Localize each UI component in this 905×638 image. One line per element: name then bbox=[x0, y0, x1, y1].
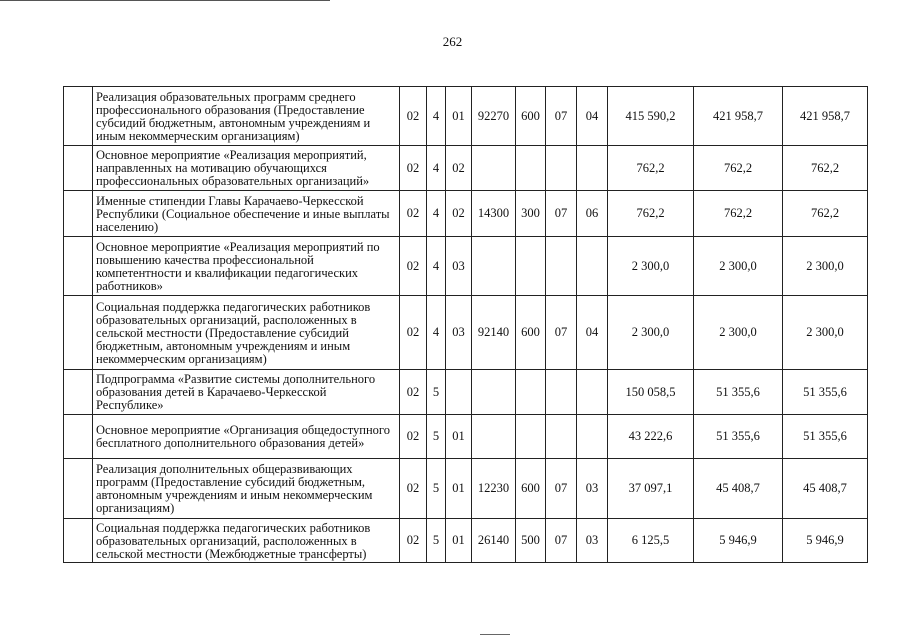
code-event: 02 bbox=[446, 146, 472, 191]
code-event: 01 bbox=[446, 459, 472, 519]
code-expense-type: 300 bbox=[516, 191, 546, 237]
index-cell bbox=[64, 519, 93, 563]
amount-year-1: 415 590,2 bbox=[608, 87, 694, 146]
code-section: 07 bbox=[546, 296, 577, 370]
code-subsection: 04 bbox=[577, 296, 608, 370]
index-cell bbox=[64, 370, 93, 415]
table-row bbox=[64, 519, 868, 563]
amount-year-3: 45 408,7 bbox=[783, 459, 868, 519]
code-event: 01 bbox=[446, 519, 472, 563]
code-subprogram: 4 bbox=[427, 87, 446, 146]
amount-year-1: 6 125,5 bbox=[608, 519, 694, 563]
code-section: 07 bbox=[546, 87, 577, 146]
code-program: 02 bbox=[400, 87, 427, 146]
code-subsection: 04 bbox=[577, 87, 608, 146]
code-program: 02 bbox=[400, 519, 427, 563]
amount-year-1: 2 300,0 bbox=[608, 237, 694, 296]
code-direction: 92270 bbox=[472, 87, 516, 146]
code-section bbox=[546, 237, 577, 296]
index-cell bbox=[64, 146, 93, 191]
amount-year-3: 2 300,0 bbox=[783, 237, 868, 296]
amount-year-2: 5 946,9 bbox=[694, 519, 783, 563]
amount-year-1: 150 058,5 bbox=[608, 370, 694, 415]
amount-year-2: 45 408,7 bbox=[694, 459, 783, 519]
amount-year-2: 51 355,6 bbox=[694, 415, 783, 459]
scan-artifact-line-top bbox=[0, 0, 330, 1]
code-direction bbox=[472, 415, 516, 459]
code-subprogram: 4 bbox=[427, 296, 446, 370]
code-section bbox=[546, 415, 577, 459]
code-section bbox=[546, 370, 577, 415]
index-cell bbox=[64, 87, 93, 146]
code-program: 02 bbox=[400, 191, 427, 237]
amount-year-2: 762,2 bbox=[694, 146, 783, 191]
amount-year-3: 2 300,0 bbox=[783, 296, 868, 370]
index-cell bbox=[64, 296, 93, 370]
amount-year-3: 762,2 bbox=[783, 146, 868, 191]
amount-year-3: 421 958,7 bbox=[783, 87, 868, 146]
amount-year-2: 421 958,7 bbox=[694, 87, 783, 146]
code-section: 07 bbox=[546, 519, 577, 563]
amount-year-3: 51 355,6 bbox=[783, 370, 868, 415]
code-expense-type bbox=[516, 415, 546, 459]
code-section: 07 bbox=[546, 459, 577, 519]
code-subsection: 06 bbox=[577, 191, 608, 237]
code-subsection: 03 bbox=[577, 519, 608, 563]
code-subsection bbox=[577, 237, 608, 296]
amount-year-1: 762,2 bbox=[608, 146, 694, 191]
row-name: Основное мероприятие «Организация общедоступного бесплатного дополнительного образования детей» bbox=[93, 415, 400, 459]
code-program: 02 bbox=[400, 370, 427, 415]
budget-table bbox=[63, 86, 868, 563]
code-subsection bbox=[577, 415, 608, 459]
code-subsection bbox=[577, 146, 608, 191]
code-expense-type: 600 bbox=[516, 87, 546, 146]
row-name: Подпрограмма «Развитие системы дополнительного образования детей в Карачаево-Черкесской Республике» bbox=[93, 370, 400, 415]
code-expense-type: 600 bbox=[516, 296, 546, 370]
table-row bbox=[64, 191, 868, 237]
code-subprogram: 5 bbox=[427, 415, 446, 459]
table-row bbox=[64, 459, 868, 519]
code-expense-type: 600 bbox=[516, 459, 546, 519]
code-subsection bbox=[577, 370, 608, 415]
code-subprogram: 4 bbox=[427, 146, 446, 191]
table-row bbox=[64, 237, 868, 296]
code-program: 02 bbox=[400, 459, 427, 519]
code-direction bbox=[472, 370, 516, 415]
table-row bbox=[64, 87, 868, 146]
code-program: 02 bbox=[400, 296, 427, 370]
code-program: 02 bbox=[400, 415, 427, 459]
row-name: Социальная поддержка педагогических работников образовательных организаций, расположенных в сельской местности (Предоставление субсидий бюджетным, автономным учреждениям и иным некоммерческим организациям) bbox=[93, 296, 400, 370]
code-event: 01 bbox=[446, 87, 472, 146]
code-direction bbox=[472, 237, 516, 296]
code-direction: 92140 bbox=[472, 296, 516, 370]
page-number: 262 bbox=[442, 34, 463, 49]
index-cell bbox=[64, 191, 93, 237]
code-expense-type: 500 bbox=[516, 519, 546, 563]
table-row bbox=[64, 146, 868, 191]
code-subprogram: 4 bbox=[427, 191, 446, 237]
code-direction: 12230 bbox=[472, 459, 516, 519]
amount-year-1: 37 097,1 bbox=[608, 459, 694, 519]
row-name: Реализация дополнительных общеразвивающих программ (Предоставление субсидий бюджетным, автономным учреждениям и иным некоммерческим организациям) bbox=[93, 459, 400, 519]
code-subsection: 03 bbox=[577, 459, 608, 519]
row-name: Реализация образовательных программ среднего профессионального образования (Предоставление субсидий бюджетным, автономным учреждениям и иным некоммерческим организациям) bbox=[93, 87, 400, 146]
amount-year-2: 51 355,6 bbox=[694, 370, 783, 415]
code-event: 02 bbox=[446, 191, 472, 237]
code-section: 07 bbox=[546, 191, 577, 237]
code-event: 03 bbox=[446, 296, 472, 370]
table-row bbox=[64, 370, 868, 415]
amount-year-2: 2 300,0 bbox=[694, 296, 783, 370]
table-row bbox=[64, 296, 868, 370]
code-event: 01 bbox=[446, 415, 472, 459]
amount-year-1: 43 222,6 bbox=[608, 415, 694, 459]
code-program: 02 bbox=[400, 146, 427, 191]
amount-year-2: 762,2 bbox=[694, 191, 783, 237]
row-name: Основное мероприятие «Реализация мероприятий, направленных на мотивацию обучающихся профессиональных образовательных организаций» bbox=[93, 146, 400, 191]
code-subprogram: 5 bbox=[427, 459, 446, 519]
index-cell bbox=[64, 237, 93, 296]
code-subprogram: 4 bbox=[427, 237, 446, 296]
amount-year-3: 5 946,9 bbox=[783, 519, 868, 563]
amount-year-3: 51 355,6 bbox=[783, 415, 868, 459]
scan-artifact-line-bottom bbox=[480, 634, 510, 635]
table-row bbox=[64, 415, 868, 459]
code-section bbox=[546, 146, 577, 191]
code-expense-type bbox=[516, 146, 546, 191]
code-expense-type bbox=[516, 370, 546, 415]
code-direction bbox=[472, 146, 516, 191]
code-direction: 14300 bbox=[472, 191, 516, 237]
code-expense-type bbox=[516, 237, 546, 296]
code-direction: 26140 bbox=[472, 519, 516, 563]
code-subprogram: 5 bbox=[427, 370, 446, 415]
row-name: Социальная поддержка педагогических работников образовательных организаций, расположенных в сельской местности (Межбюджетные трансферты) bbox=[93, 519, 400, 563]
code-event bbox=[446, 370, 472, 415]
row-name: Основное мероприятие «Реализация мероприятий по повышению качества профессиональной компетентности и квалификации педагогических работников» bbox=[93, 237, 400, 296]
code-program: 02 bbox=[400, 237, 427, 296]
amount-year-2: 2 300,0 bbox=[694, 237, 783, 296]
amount-year-3: 762,2 bbox=[783, 191, 868, 237]
row-name: Именные стипендии Главы Карачаево-Черкесской Республики (Социальное обеспечение и иные выплаты населению) bbox=[93, 191, 400, 237]
code-event: 03 bbox=[446, 237, 472, 296]
index-cell bbox=[64, 459, 93, 519]
amount-year-1: 762,2 bbox=[608, 191, 694, 237]
index-cell bbox=[64, 415, 93, 459]
amount-year-1: 2 300,0 bbox=[608, 296, 694, 370]
code-subprogram: 5 bbox=[427, 519, 446, 563]
